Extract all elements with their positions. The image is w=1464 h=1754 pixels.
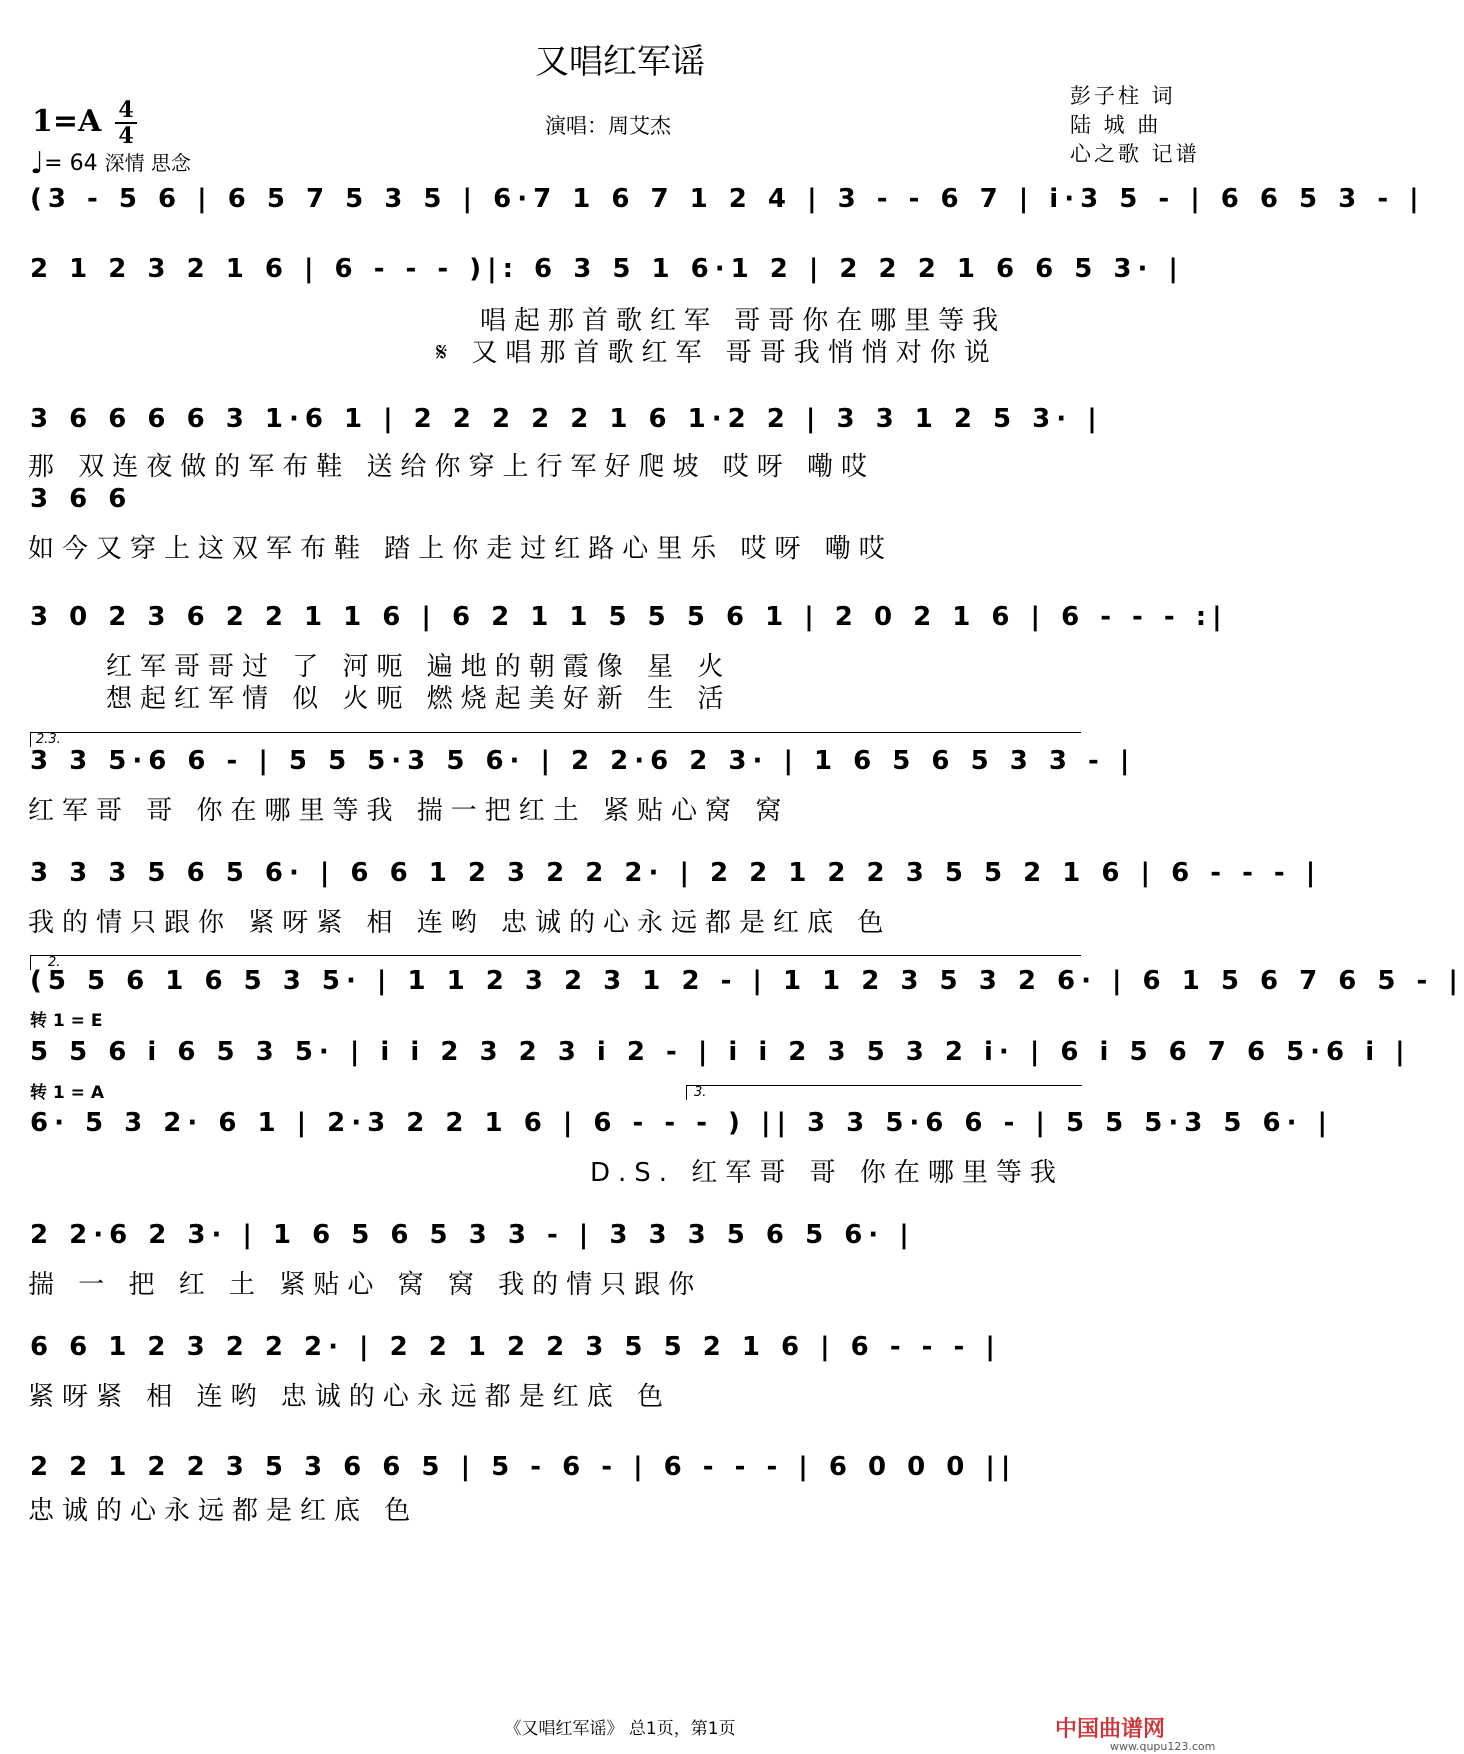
tempo-marking (30, 146, 191, 181)
lyric-line: 如今又穿上这双军布鞋 踏上你走过红路心里乐 哎呀 嘞哎 (28, 534, 893, 564)
composer-credit: 陆 城 曲 (1070, 113, 1162, 137)
key-signature: 1=A (32, 104, 102, 139)
notation-row: (5 5 6 1 6 5 3 5· | 1 1 2 3 2 3 1 2 - | 1 1 2 3 5 3 2 6· | 6 1 5 6 7 6 5 - | (30, 966, 1464, 996)
tempo-value: = 64 (44, 151, 98, 176)
notation-row: 2 2·6 2 3· | 1 6 5 6 5 3 3 - | 3 3 3 5 6 5 6· | (30, 1220, 915, 1250)
notation-row: (3 - 5 6 | 6 5 7 5 3 5 | 6·7 1 6 7 1 2 4 | 3 - - 6 7 | i·3 5 - | 6 6 5 3 - | (30, 184, 1425, 214)
notation-row: 3 3 3 5 6 5 6· | 6 6 1 2 3 2 2 2· | 2 2 1 2 2 3 5 5 2 1 6 | 6 - - - | (30, 858, 1322, 888)
lyric-line: 唱起那首歌红军 哥哥你在哪里等我 (480, 306, 1007, 336)
lyric-line: 揣 一 把 红 土 紧贴心 窝 窝 我的情只跟你 (28, 1270, 703, 1300)
lyric-line: 我的情只跟你 紧呀紧 相 连哟 忠诚的心永远都是红底 色 (28, 908, 892, 938)
page-footer: 《又唱红军谣》 总1页，第1页 (504, 1719, 736, 1739)
singer-credit: 演唱：周艾杰 (545, 114, 671, 138)
volta-bracket (686, 1085, 1082, 1100)
time-signature-top: 4 (118, 97, 134, 123)
notation-row: 2 2 1 2 2 3 5 3 6 6 5 | 5 - 6 - | 6 - - - | 6 0 0 0 || (30, 1452, 1017, 1482)
lyric-line: 想起红军情 似 火呃 燃烧起美好新 生 活 (106, 684, 732, 714)
notation-row: 2 1 2 3 2 1 6 | 6 - - - )|: 6 3 5 1 6·1 2 | 2 2 2 1 6 6 5 3· | (30, 254, 1184, 284)
lyricist-credit: 彭子柱 词 (1070, 84, 1176, 108)
mood-marking: 深情 思念 (104, 151, 191, 175)
lyric-line: 紧呀紧 相 连哟 忠诚的心永远都是红底 色 (28, 1382, 672, 1412)
quarter-note-icon: ♩ (30, 146, 45, 181)
volta-bracket (30, 732, 1081, 747)
key-change-mark: 转 1 = A (30, 1083, 104, 1103)
lyric-line: 忠诚的心永远都是红底 色 (28, 1496, 419, 1526)
site-url: www.qupu123.com (1110, 1740, 1216, 1753)
lyric-line: D.S. 红军哥 哥 你在哪里等我 (590, 1158, 1064, 1188)
lyric-line: 𝄋 又唱那首歌红军 哥哥我悄悄对你说 (436, 338, 998, 368)
notation-row: 6 6 1 2 3 2 2 2· | 2 2 1 2 2 3 5 5 2 1 6 | 6 - - - | (30, 1332, 1001, 1362)
lyric-line: 那 双连夜做的军布鞋 送给你穿上行军好爬坡 哎呀 嘞哎 (28, 452, 876, 482)
volta-label: 2. (48, 955, 61, 970)
notation-row: 3 6 6 6 6 3 1·6 1 | 2 2 2 2 2 1 6 1·2 2 | 3 3 1 2 5 3· | (30, 404, 1103, 434)
time-signature-bottom: 4 (118, 123, 134, 149)
site-logo: 中国曲谱网 (1055, 1716, 1166, 1742)
lyric-line: 红军哥 哥 你在哪里等我 揣一把红土 紧贴心窝 窝 (28, 796, 790, 826)
notation-row: 3 0 2 3 6 2 2 1 1 6 | 6 2 1 1 5 5 5 6 1 | 2 0 2 1 6 | 6 - - - :| (30, 602, 1228, 632)
score-title: 又唱红军谣 (535, 42, 705, 82)
credits-block (1070, 82, 1200, 169)
volta-label: 3. (694, 1085, 707, 1100)
notation-row: 3 3 5·6 6 - | 5 5 5·3 5 6· | 2 2·6 2 3· | 1 6 5 6 5 3 3 - | (30, 746, 1136, 776)
notation-row: 3 6 6 (30, 484, 133, 514)
time-signature (113, 98, 139, 148)
notation-row: 6· 5 3 2· 6 1 | 2·3 2 2 1 6 | 6 - - - ) || 3 3 5·6 6 - | 5 5 5·3 5 6· | (30, 1108, 1334, 1138)
lyric-line: 红军哥哥过 了 河呃 遍地的朝霞像 星 火 (106, 652, 732, 682)
notation-row: 5 5 6 i 6 5 3 5· | i i 2 3 2 3 i 2 - | i i 2 3 5 3 2 i· | 6 i 5 6 7 6 5·6 i | (30, 1037, 1411, 1067)
transcriber-credit: 心之歌 记谱 (1070, 142, 1200, 166)
volta-label: 2.3. (36, 732, 61, 747)
key-change-mark: 转 1 = E (30, 1011, 103, 1031)
